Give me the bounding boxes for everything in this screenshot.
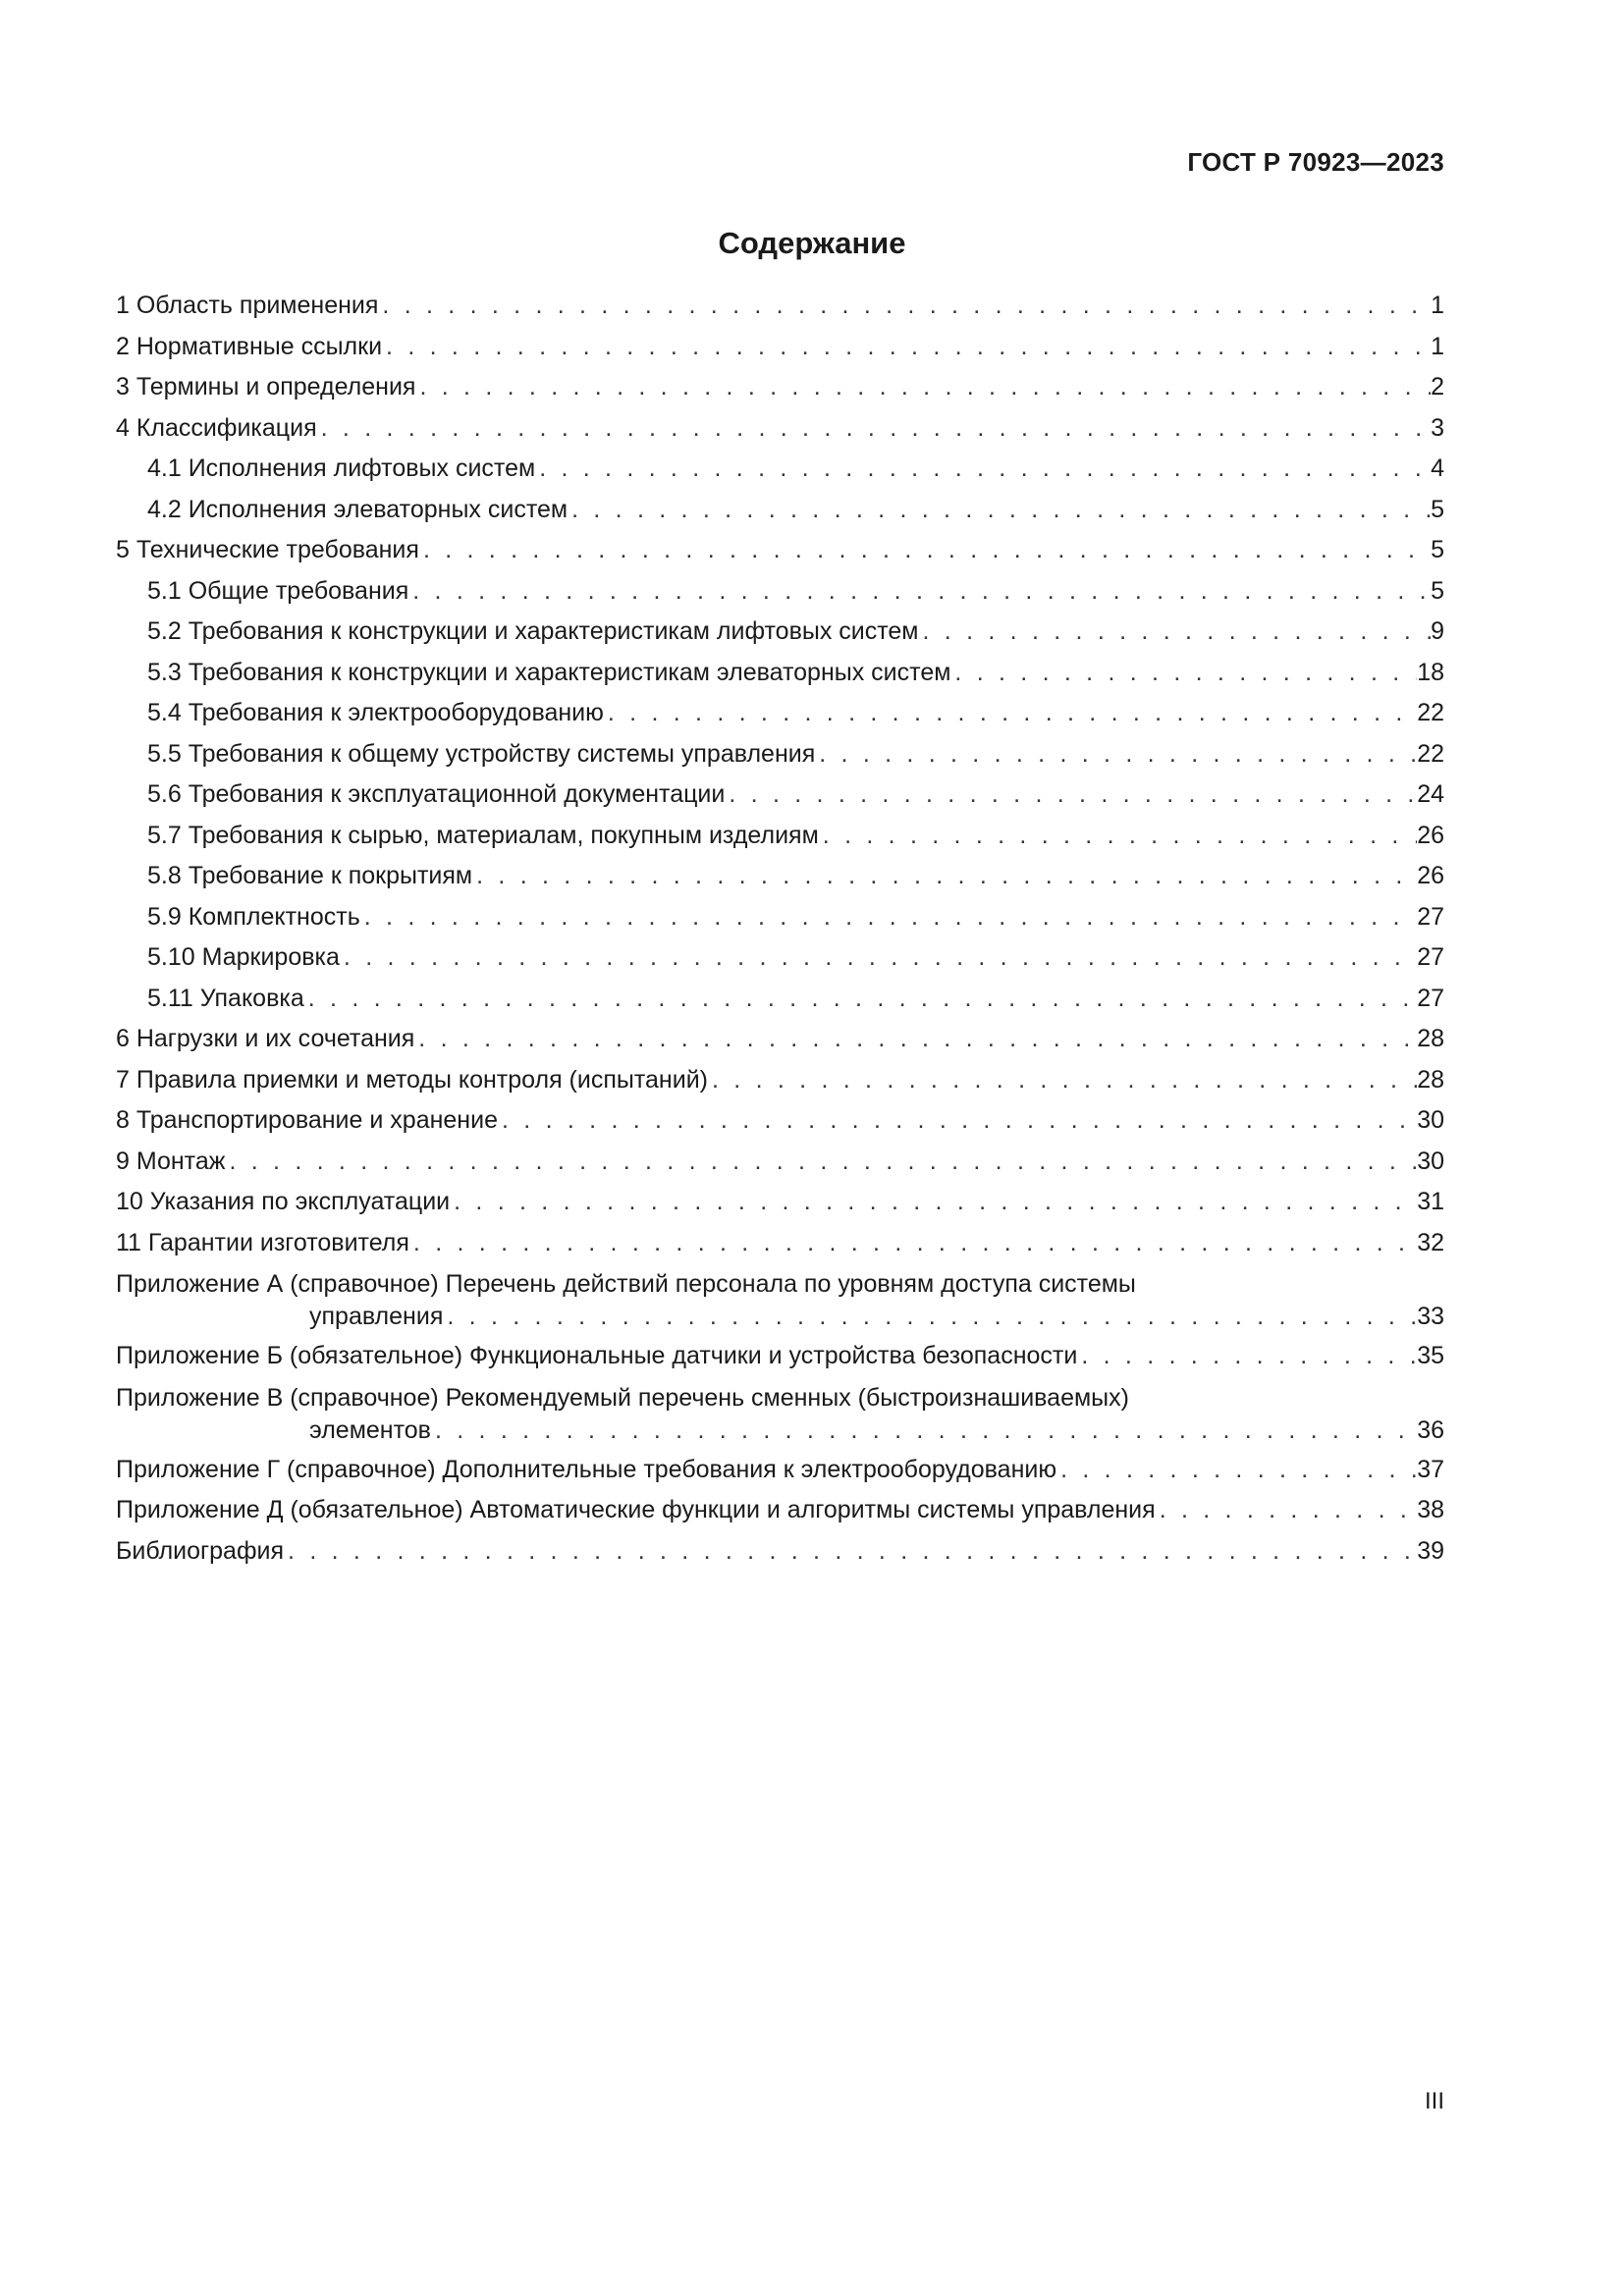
toc-entry-title: Приложение А (справочное) Перечень действий персонала по уровням доступа системы — [116, 1270, 1136, 1298]
toc-entry[interactable] — [116, 571, 1444, 613]
toc-entry[interactable] — [116, 897, 1444, 938]
toc-entry-title-continued: управления — [309, 1303, 444, 1330]
dot-leader — [535, 449, 1431, 490]
toc-entry-continuation — [116, 1415, 1444, 1447]
dot-leader — [819, 816, 1417, 857]
toc-entry[interactable] — [116, 774, 1444, 816]
toc-entry[interactable] — [116, 408, 1444, 450]
toc-entry-title: 5.6 Требования к эксплуатационной документации — [147, 780, 726, 808]
toc-entry-title: 7 Правила приемки и методы контроля (испытаний) — [116, 1065, 708, 1094]
dot-leader — [950, 653, 1417, 694]
toc-entry-title: 9 Монтаж — [116, 1147, 226, 1175]
toc-entry-title: 8 Транспортирование и хранение — [116, 1106, 498, 1134]
toc-entry-title: 11 Гарантии изготовителя — [116, 1228, 409, 1256]
toc-entry-page: 36 — [1417, 1415, 1444, 1444]
dot-leader — [450, 1182, 1417, 1223]
toc-entry-page: 22 — [1417, 699, 1444, 726]
toc-entry-title: 5 Технические требования — [116, 536, 419, 563]
toc-entry-page: 28 — [1417, 1065, 1444, 1094]
toc-entry[interactable] — [116, 937, 1444, 979]
toc-entry-page: 5 — [1431, 576, 1444, 605]
dot-leader — [419, 530, 1431, 571]
toc-entry-page: 38 — [1417, 1496, 1444, 1523]
toc-entry-title: Приложение В (справочное) Рекомендуемый перечень сменных (быстроизнашиваемых) — [116, 1383, 1129, 1412]
toc-entry[interactable] — [116, 449, 1444, 490]
toc-entry-title: 6 Нагрузки и их сочетания — [116, 1025, 415, 1052]
toc-entry-title: 5.10 Маркировка — [147, 943, 340, 971]
dot-leader — [498, 1100, 1417, 1142]
toc-entry-page: 18 — [1417, 658, 1444, 686]
toc-entry[interactable] — [116, 367, 1444, 408]
toc-entry-title-continued: элементов — [309, 1415, 431, 1444]
dot-leader — [408, 571, 1431, 613]
toc-entry-title: 5.7 Требования к сырью, материалам, покупным изделиям — [147, 821, 819, 849]
page-title: Содержание — [718, 226, 906, 260]
toc-entry-page: 4 — [1431, 454, 1444, 482]
toc-entry-page: 33 — [1417, 1303, 1444, 1330]
toc-entry[interactable] — [116, 856, 1444, 897]
toc-entry[interactable] — [116, 1531, 1444, 1573]
toc-entry-title: 3 Термины и определения — [116, 373, 416, 400]
toc-entry-page: 30 — [1417, 1106, 1444, 1134]
dot-leader — [382, 327, 1431, 368]
toc-entry-page: 32 — [1417, 1228, 1444, 1256]
toc-entry-title: 5.11 Упаковка — [147, 984, 304, 1012]
toc-entry-page: 5 — [1431, 536, 1444, 563]
toc-entry-title: Библиография — [116, 1536, 285, 1565]
toc-entry-page: 9 — [1431, 617, 1444, 645]
dot-leader — [725, 774, 1417, 816]
dot-leader — [415, 367, 1431, 408]
dot-leader — [472, 856, 1417, 897]
toc-entry-page: 27 — [1417, 902, 1444, 931]
dot-leader — [414, 1019, 1417, 1060]
toc-entry-title: 4.1 Исполнения лифтовых систем — [147, 454, 536, 482]
dot-leader — [815, 734, 1417, 775]
dot-leader — [443, 1301, 1417, 1333]
toc-entry[interactable] — [116, 1377, 1444, 1450]
dot-leader — [708, 1060, 1417, 1101]
dot-leader — [340, 937, 1417, 979]
dot-leader — [360, 897, 1417, 938]
toc-entry-page: 2 — [1431, 373, 1444, 400]
dot-leader — [378, 286, 1431, 327]
toc-entry-page: 28 — [1417, 1025, 1444, 1052]
dot-leader — [604, 693, 1417, 734]
toc-entry-page: 39 — [1417, 1536, 1444, 1565]
dot-leader — [409, 1223, 1417, 1264]
toc-entry[interactable] — [116, 1450, 1444, 1491]
toc-entry-page: 30 — [1417, 1147, 1444, 1175]
toc-entry[interactable] — [116, 693, 1444, 734]
toc-entry-title: 4 Классификация — [116, 413, 317, 442]
toc-entry-title: 5.8 Требование к покрытиям — [147, 862, 473, 889]
toc-entry[interactable] — [116, 653, 1444, 694]
toc-entry[interactable] — [116, 1182, 1444, 1223]
toc-entry-title: Приложение Г (справочное) Дополнительные требования к электрооборудованию — [116, 1455, 1057, 1483]
toc-entry[interactable] — [116, 530, 1444, 571]
toc-entry-continuation — [116, 1301, 1444, 1333]
toc-entry-title: 5.1 Общие требования — [147, 576, 409, 605]
toc-entry[interactable] — [116, 1142, 1444, 1183]
dot-leader — [568, 490, 1431, 531]
toc-entry-page: 22 — [1417, 739, 1444, 768]
toc-entry-page: 1 — [1431, 332, 1444, 360]
dot-leader — [1156, 1490, 1418, 1531]
toc-entry-page: 26 — [1417, 862, 1444, 889]
toc-entry-page: 37 — [1417, 1455, 1444, 1483]
toc-entry-page: 31 — [1417, 1188, 1444, 1215]
toc-entry-title: 10 Указания по эксплуатации — [116, 1188, 451, 1215]
dot-leader — [1077, 1336, 1417, 1377]
toc-entry-title: 4.2 Исполнения элеваторных систем — [147, 495, 568, 523]
toc-entry[interactable] — [116, 734, 1444, 775]
document-code: ГОСТ Р 70923—2023 — [1187, 147, 1444, 177]
toc-entry[interactable] — [116, 1263, 1444, 1336]
toc-entry-title: 5.5 Требования к общему устройству системы управления — [147, 739, 816, 768]
toc-entry[interactable] — [116, 1060, 1444, 1101]
toc-entry-page: 27 — [1417, 984, 1444, 1012]
dot-leader — [304, 979, 1417, 1020]
toc-entry[interactable] — [116, 490, 1444, 531]
toc-entry[interactable] — [116, 1490, 1444, 1531]
dot-leader — [284, 1531, 1417, 1573]
toc-entry-page: 24 — [1417, 780, 1444, 808]
dot-leader — [317, 408, 1431, 450]
toc-entry[interactable] — [116, 1223, 1444, 1264]
toc-entry-title: 5.3 Требования к конструкции и характеристикам элеваторных систем — [147, 658, 951, 686]
toc-entry-page: 35 — [1417, 1342, 1444, 1369]
dot-leader — [225, 1142, 1417, 1183]
page-number: III — [1424, 2088, 1444, 2114]
toc-entry-title: 5.9 Комплектность — [147, 902, 360, 931]
dot-leader — [431, 1415, 1417, 1447]
toc-entry-title: 1 Область применения — [116, 292, 379, 319]
toc-entry[interactable] — [116, 1100, 1444, 1142]
toc-entry-page: 27 — [1417, 943, 1444, 971]
toc-entry-page: 26 — [1417, 821, 1444, 849]
table-of-contents — [116, 286, 1444, 1572]
toc-entry[interactable] — [116, 1019, 1444, 1060]
toc-entry-title: Приложение Б (обязательное) Функциональные датчики и устройства безопасности — [116, 1342, 1078, 1369]
toc-entry-title: 5.2 Требования к конструкции и характеристикам лифтовых систем — [147, 617, 919, 645]
toc-entry[interactable] — [116, 979, 1444, 1020]
dot-leader — [1056, 1450, 1417, 1491]
toc-entry-title: 2 Нормативные ссылки — [116, 332, 383, 360]
toc-entry-page: 3 — [1431, 413, 1444, 442]
toc-entry[interactable] — [116, 612, 1444, 653]
toc-entry[interactable] — [116, 327, 1444, 368]
toc-entry-page: 5 — [1431, 495, 1444, 523]
toc-entry-title: Приложение Д (обязательное) Автоматические функции и алгоритмы системы управления — [116, 1496, 1156, 1523]
toc-entry[interactable] — [116, 286, 1444, 327]
toc-entry-page: 1 — [1431, 292, 1444, 319]
toc-entry[interactable] — [116, 1336, 1444, 1377]
dot-leader — [919, 612, 1432, 653]
toc-entry[interactable] — [116, 816, 1444, 857]
toc-entry-title: 5.4 Требования к электрооборудованию — [147, 699, 604, 726]
